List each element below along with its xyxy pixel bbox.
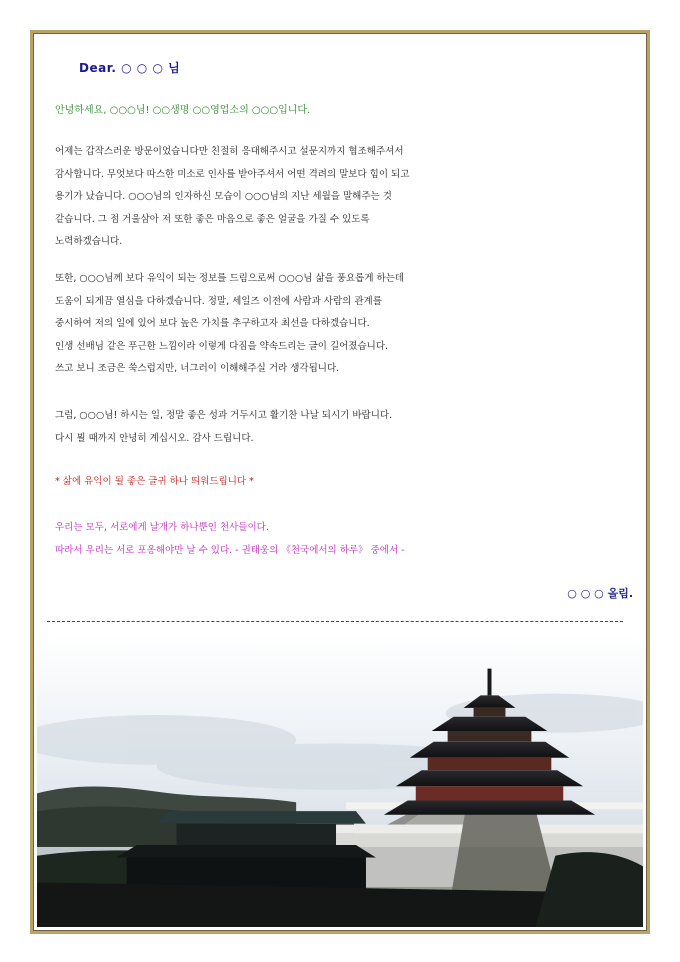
paragraph-1 — [55, 141, 409, 254]
paragraph-line: 감사합니다. 무엇보다 따스한 미소로 인사를 받아주셔서 어떤 격려의 말보다 힘이 되고 — [55, 168, 410, 180]
paragraph-line: 도움이 되게끔 열심을 다하겠습니다. 정말, 세일즈 이전에 사람과 사람의 관계를 — [55, 295, 382, 307]
paragraph-line: 그럼, ○○○님! 하시는 일, 정말 좋은 성과 거두시고 활기찬 나날 되시기 바랍니다. — [55, 410, 393, 421]
paragraph-line: 중시하여 저의 일에 있어 보다 높은 가치를 추구하고자 최선을 다하겠습니다. — [55, 318, 370, 329]
paragraph-line: 용기가 났습니다. ○○○님의 인자하신 모습이 ○○○님의 지난 세월을 말해주는 것 — [55, 191, 392, 202]
dashed-divider — [47, 621, 623, 622]
paragraph-line: 노력하겠습니다. — [55, 236, 123, 247]
quote-block — [55, 517, 405, 562]
letter-frame — [30, 30, 650, 934]
pagoda-photo — [37, 633, 643, 927]
notice-line: * 삶에 유익이 될 좋은 글귀 하나 띄워드립니다 * — [55, 476, 254, 487]
pagoda-illustration — [37, 633, 643, 927]
greeting: Dear. ○ ○ ○ 님 — [79, 61, 181, 75]
intro-line: 안녕하세요, ○○○님! ○○생명 ○○영업소의 ○○○입니다. — [55, 105, 311, 116]
paragraph-3 — [55, 405, 392, 450]
signature: ○ ○ ○ 올림. — [567, 587, 633, 600]
paragraph-2 — [55, 268, 404, 381]
quote-line: 우리는 모두, 서로에게 날개가 하나뿐인 천사들이다. — [55, 522, 269, 533]
paragraph-line: 다시 뵐 때까지 안녕히 계십시오. 감사 드립니다. — [55, 432, 254, 444]
paragraph-line: 또한, ○○○님께 보다 유익이 되는 정보를 드림으로써 ○○○님 삶을 풍요롭게 하는데 — [55, 273, 405, 284]
paragraph-line: 같습니다. 그 점 거울삼아 저 또한 좋은 마음으로 좋은 얼굴을 가질 수 있도록 — [55, 213, 370, 225]
paragraph-line: 어제는 갑작스러운 방문이었습니다만 친절히 응대해주시고 설문지까지 협조해주셔서 — [55, 146, 404, 157]
quote-line: 따라서 우리는 서로 포옹해야만 날 수 있다. - 권태웅의 《천국에서의 하루》 중에서 - — [55, 544, 405, 556]
paragraph-line: 쓰고 보니 조금은 쑥스럽지만, 너그러이 이해해주실 거라 생각됩니다. — [55, 363, 340, 374]
paragraph-line: 인생 선배님 같은 푸근한 느낌이라 이렇게 다짐을 약속드리는 글이 길어졌습니다. — [55, 340, 389, 352]
